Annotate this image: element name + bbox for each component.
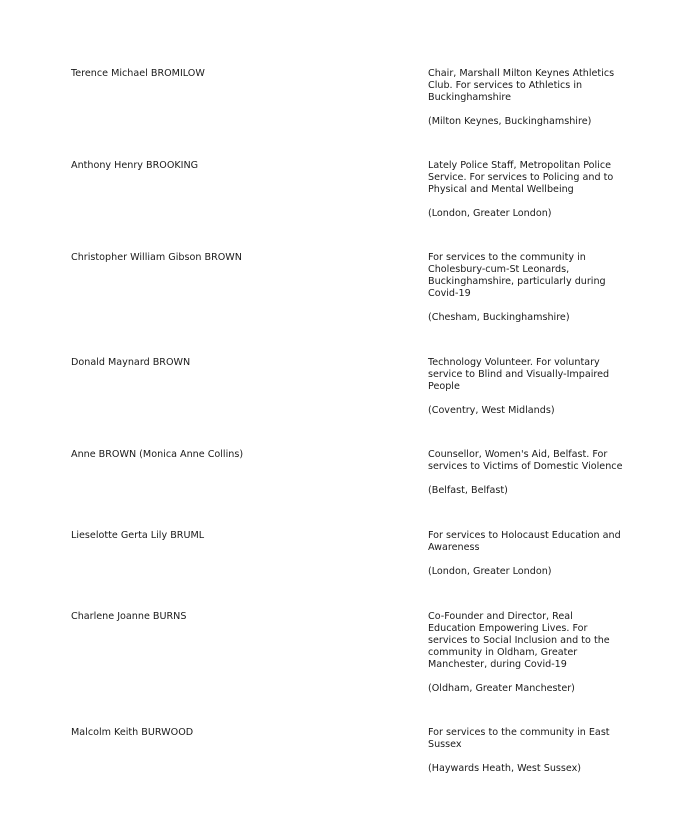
recipient-name: Anne BROWN (Monica Anne Collins) [71,449,244,460]
citation-description: Lately Police Staff, Metropolitan Police Service. For services to Policing and to Physical and Mental Wellbeing [428,160,614,195]
citation [428,611,623,695]
citation [428,252,623,324]
citation-description: For services to the community in East Sussex [428,727,610,750]
citation-description: Counsellor, Women's Aid, Belfast. For services to Victims of Domestic Violence [428,449,623,472]
citation [428,160,623,220]
citation [428,357,623,417]
recipient-location: (Haywards Heath, West Sussex) [428,763,582,774]
citation-description: For services to the community in Cholesbury-cum-St Leonards, Buckinghamshire, particularly during Covid-19 [428,252,606,299]
recipient-name: Terence Michael BROMILOW [71,68,205,79]
recipient-location: (Oldham, Greater Manchester) [428,683,575,694]
citation-description: Technology Volunteer. For voluntary service to Blind and Visually-Impaired People [428,357,610,392]
recipient-name: Charlene Joanne BURNS [71,611,187,622]
citation-description: Chair, Marshall Milton Keynes Athletics Club. For services to Athletics in Buckinghamshire [428,68,615,103]
recipient-name: Anthony Henry BROOKING [71,160,199,171]
citation [428,727,623,775]
recipient-location: (London, Greater London) [428,208,552,219]
recipient-location: (Chesham, Buckinghamshire) [428,312,570,323]
citation-description: Co-Founder and Director, Real Education Empowering Lives. For services to Social Inclusion and to the community in Oldham, Greater Manchester, during Covid-19 [428,611,610,670]
recipient-location: (Milton Keynes, Buckinghamshire) [428,116,592,127]
citation [428,449,623,497]
citation [428,68,623,128]
recipient-name: Malcolm Keith BURWOOD [71,727,194,738]
recipient-name: Donald Maynard BROWN [71,357,191,368]
recipient-name: Christopher William Gibson BROWN [71,252,242,263]
recipient-location: (London, Greater London) [428,566,552,577]
citation-description: For services to Holocaust Education and Awareness [428,530,621,553]
recipient-location: (Coventry, West Midlands) [428,405,555,416]
recipient-name: Lieselotte Gerta Lily BRUML [71,530,205,541]
recipient-location: (Belfast, Belfast) [428,485,508,496]
citation [428,530,623,578]
